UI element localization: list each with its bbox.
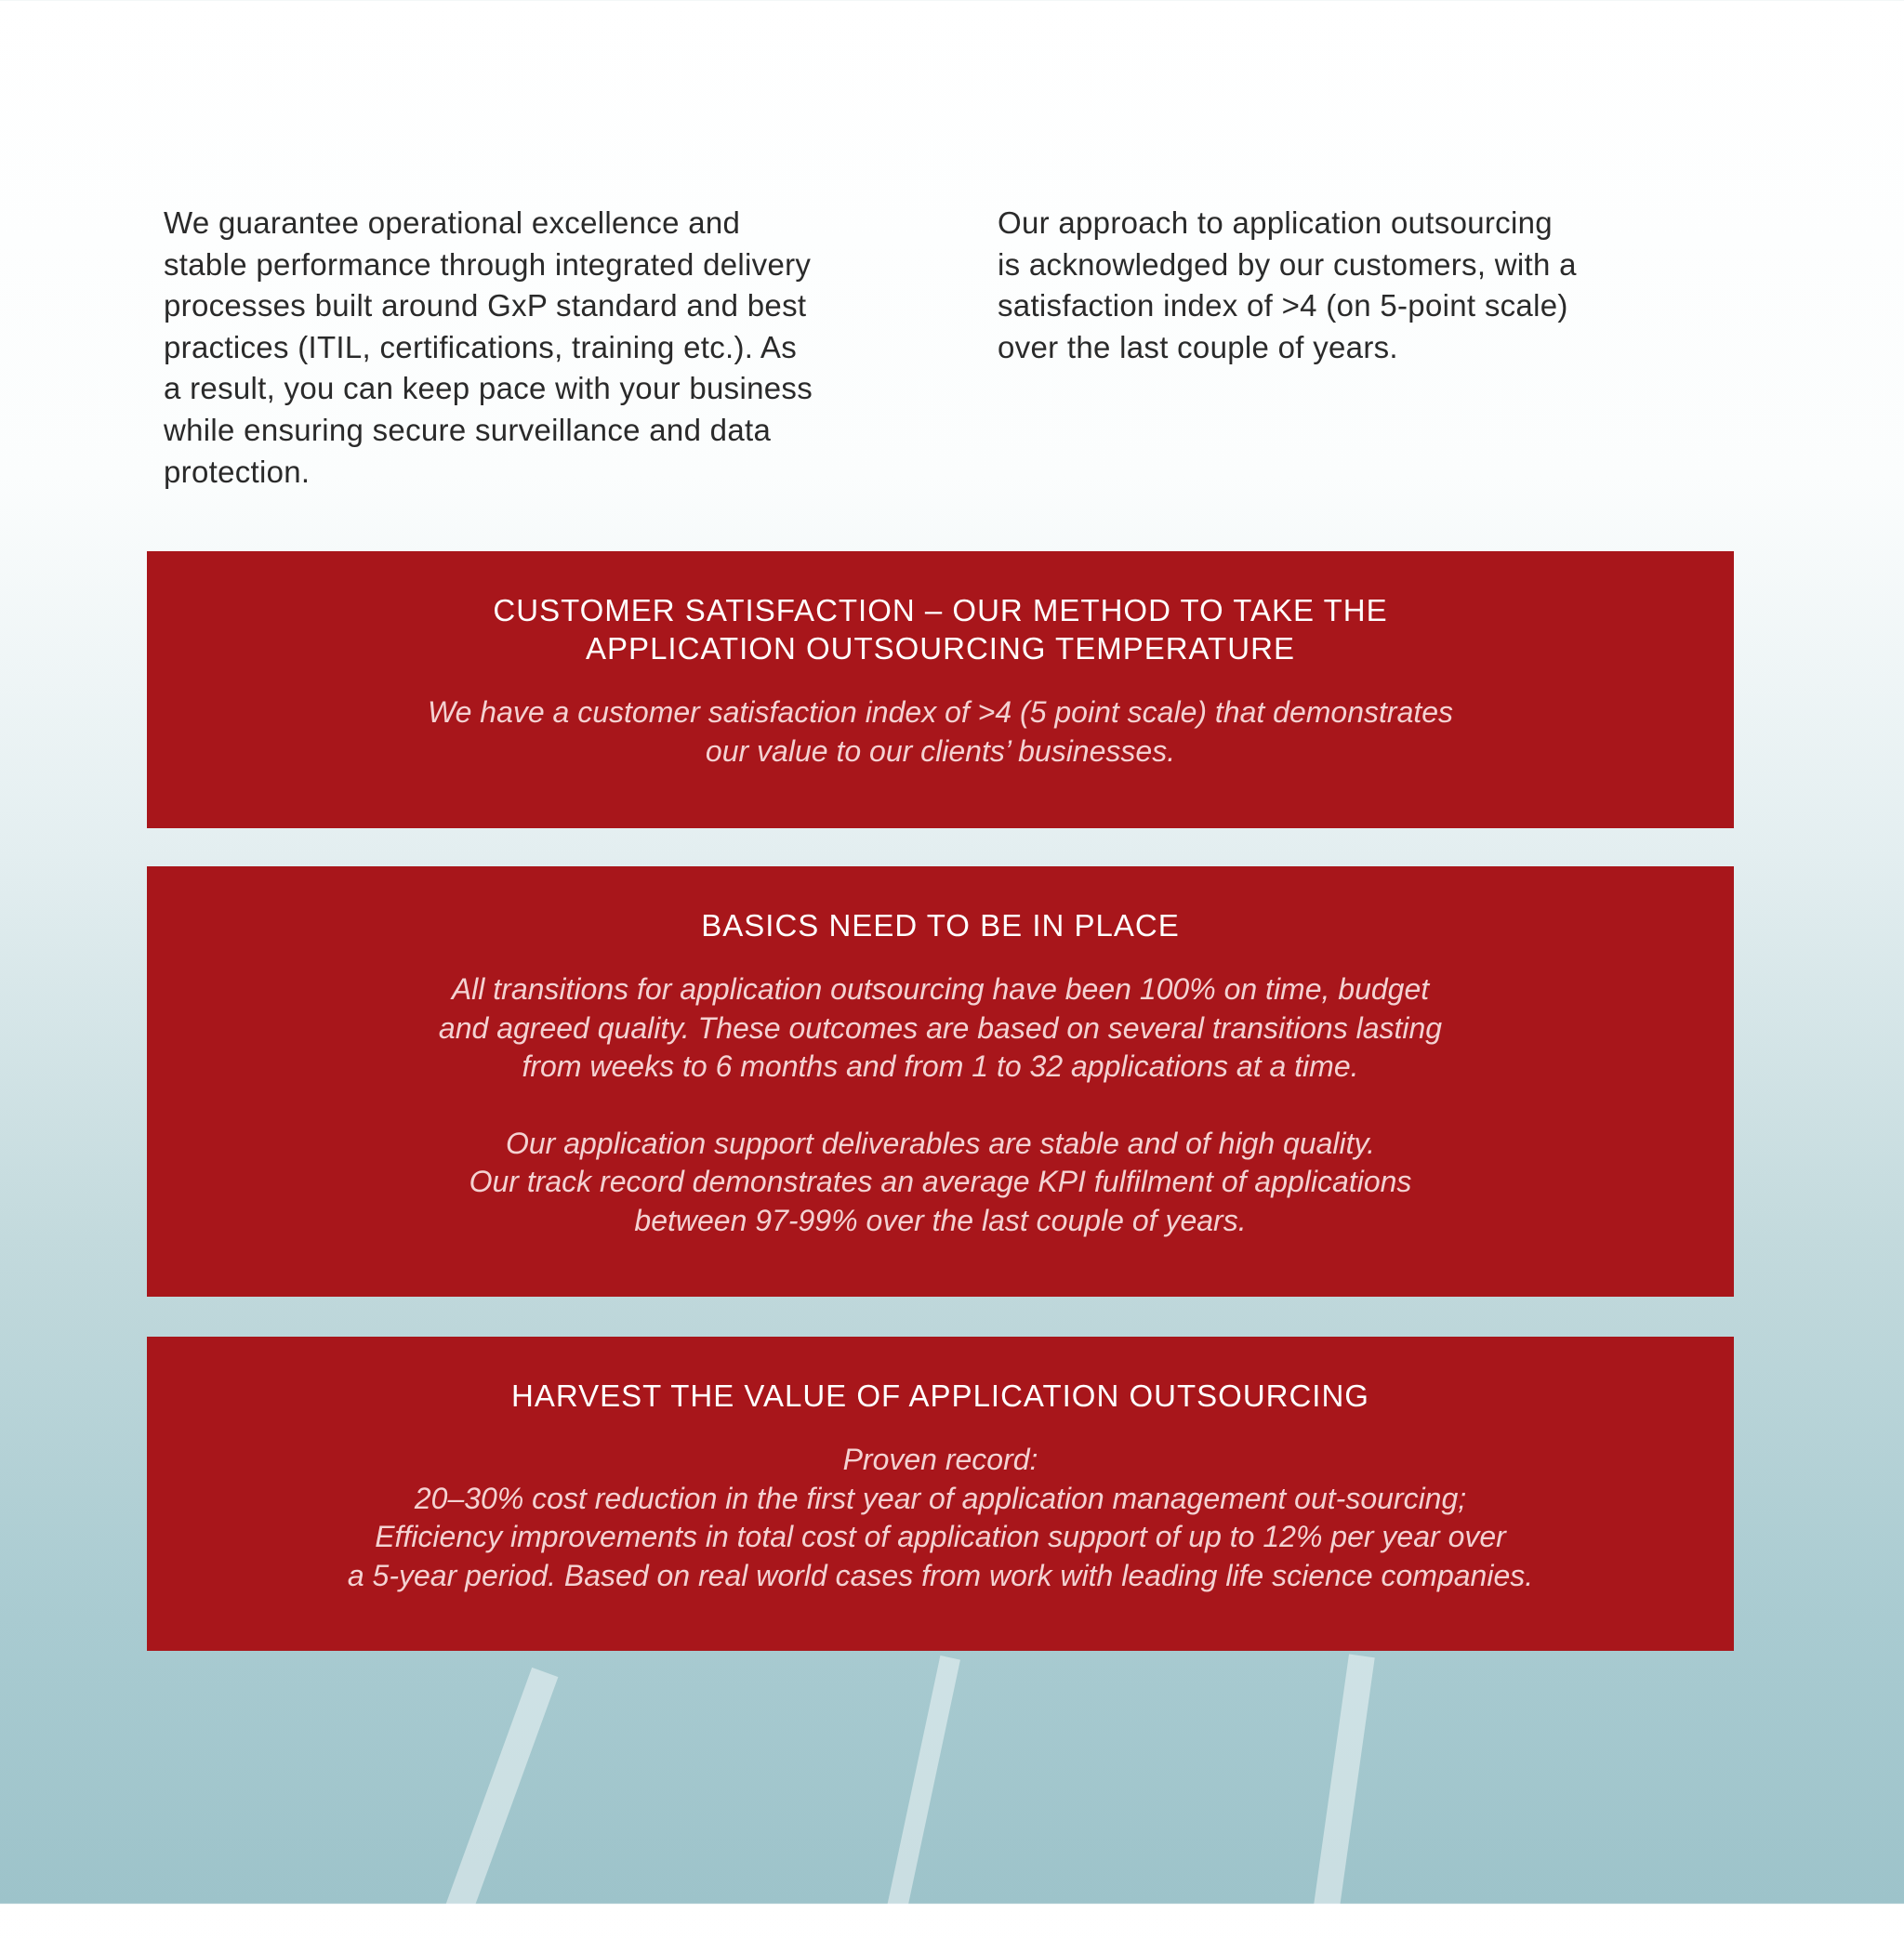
body-line: We have a customer satisfaction index of >4 (5 point scale) that demonstrates [427,695,1454,729]
title-line: BASICS NEED TO BE IN PLACE [701,908,1180,943]
text-line: Our approach to application outsourcing [998,205,1553,240]
body-line: Our track record demonstrates an average KPI fulfilment of applications [469,1165,1412,1198]
body-line: All transitions for application outsourcing have been 100% on time, budget [451,972,1430,1006]
text-line: We guarantee operational excellence and [164,205,741,240]
body-line: Our application support deliverables are stable and of high quality. [505,1126,1376,1160]
background-road-marking [437,1668,559,1939]
text-line: over the last couple of years. [998,329,1398,364]
text-line: while ensuring secure surveillance and data [164,412,772,447]
body-line: Efficiency improvements in total cost of application support of up to 12% per year over [375,1520,1506,1553]
box-body [147,970,1734,1240]
text-line: satisfaction index of >4 (on 5-point scale) [998,288,1568,323]
text-line: a result, you can keep pace with your business [164,371,813,406]
body-line: and agreed quality. These outcomes are based on several transitions lasting [438,1010,1443,1045]
body-line: from weeks to 6 months and from 1 to 32 applications at a time. [522,1049,1359,1083]
background-road-marking [1310,1655,1374,1934]
body-line: our value to our clients’ businesses. [705,733,1176,768]
text-line: practices (ITIL, certifications, training etc.). As [164,329,798,364]
text-line: stable performance through integrated delivery [164,246,812,282]
box-body [147,1441,1734,1595]
harvest-value-box [147,1337,1734,1651]
text-line: protection. [164,454,311,489]
background-road-marking [882,1655,960,1932]
text-line: is acknowledged by our customers, with a [998,246,1577,282]
body-line: a 5-year period. Based on real world cases from work with leading life science companies. [347,1558,1534,1592]
box-body [147,693,1734,771]
intro-right-paragraph [998,203,1577,368]
box-title [147,1377,1734,1415]
customer-satisfaction-box [147,551,1734,828]
title-line: APPLICATION OUTSOURCING TEMPERATURE [586,631,1295,666]
text-line: processes built around GxP standard and best [164,288,807,323]
box-title [147,906,1734,944]
intro-left-paragraph [164,203,813,493]
body-line: 20–30% cost reduction in the first year of application management out-sourcing; [414,1481,1467,1515]
basics-box [147,866,1734,1297]
box-title [147,591,1734,667]
title-line: CUSTOMER SATISFACTION – OUR METHOD TO TAKE THE [493,593,1388,627]
body-line: Proven record: [842,1443,1038,1476]
title-line: HARVEST THE VALUE OF APPLICATION OUTSOURCING [511,1378,1369,1413]
body-line: between 97-99% over the last couple of years. [634,1203,1247,1237]
